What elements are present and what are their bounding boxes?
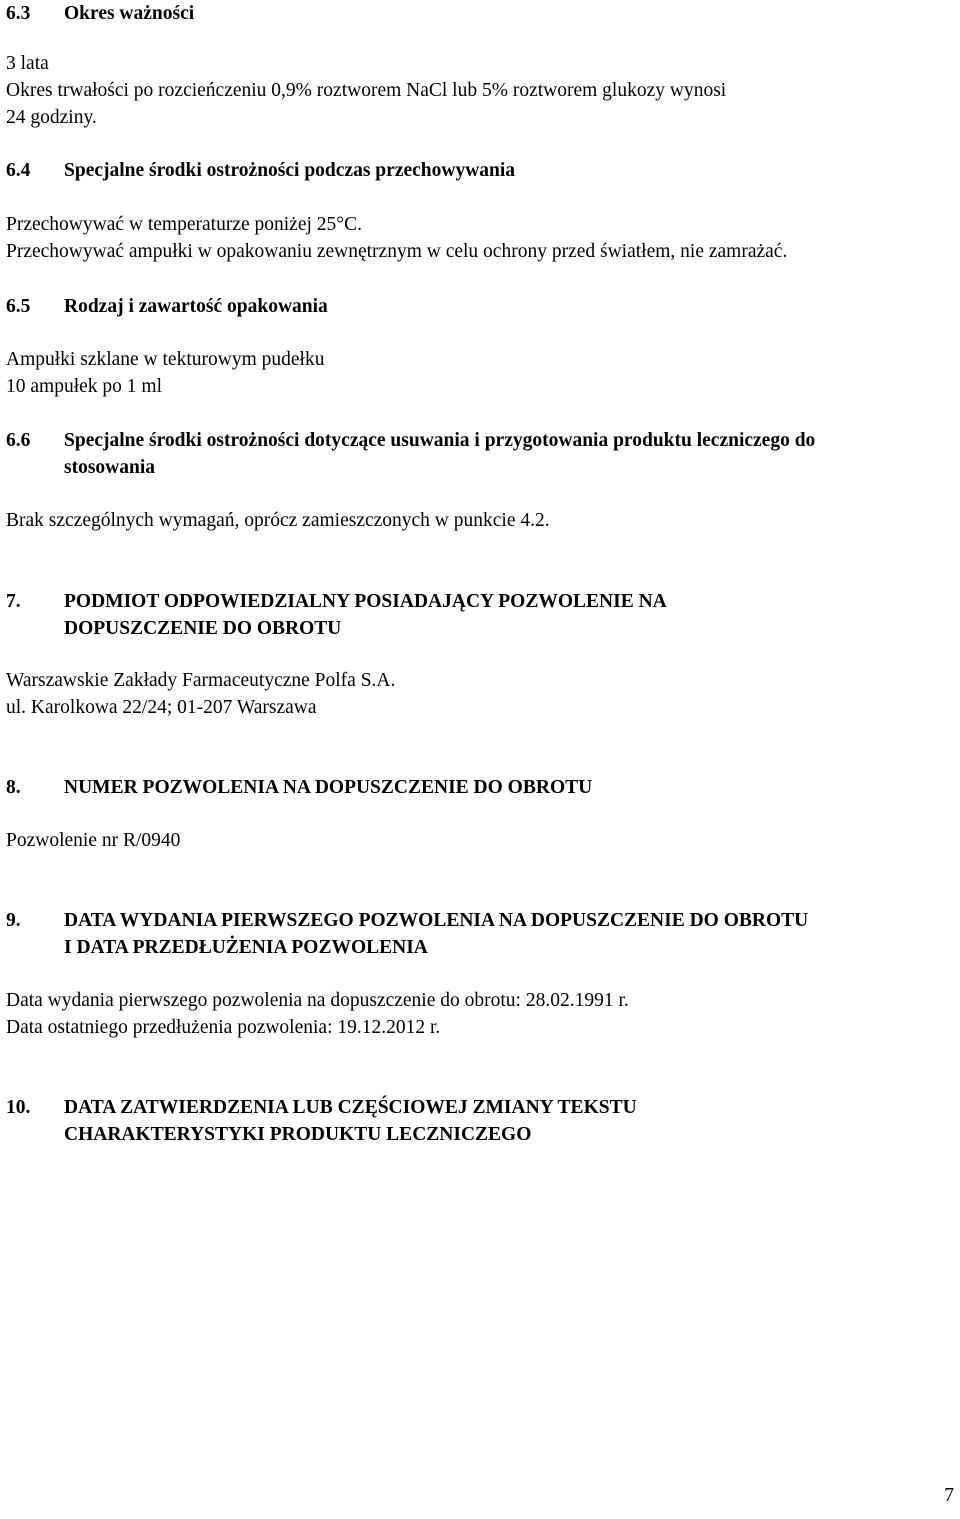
body-line: 24 godziny. <box>6 107 97 128</box>
section-title <box>64 1094 637 1148</box>
section-title <box>64 427 815 481</box>
section-9-body <box>6 987 629 1041</box>
body-line: Brak szczególnych wymagań, oprócz zamieszczonych w punkcie 4.2. <box>6 510 550 531</box>
page-number: 7 <box>944 1485 954 1506</box>
section-number: 10. <box>6 1097 31 1118</box>
body-line: Przechowywać ampułki w opakowaniu zewnętrznym w celu ochrony przed światłem, nie zamrażać. <box>6 241 788 262</box>
section-title-line: DATA WYDANIA PIERWSZEGO POZWOLENIA NA DOPUSZCZENIE DO OBROTU <box>64 910 809 931</box>
section-title-line: PODMIOT ODPOWIEDZIALNY POSIADAJĄCY POZWOLENIE NA <box>64 591 667 612</box>
section-8-heading <box>6 774 592 801</box>
body-line: ul. Karolkowa 22/24; 01-207 Warszawa <box>6 697 317 718</box>
section-10-heading <box>6 1094 637 1148</box>
section-7-body <box>6 667 395 721</box>
section-title-line: I DATA PRZEDŁUŻENIA POZWOLENIA <box>64 937 428 958</box>
section-title: Specjalne środki ostrożności podczas przechowywania <box>64 160 516 181</box>
body-line: Data ostatniego przedłużenia pozwolenia: 19.12.2012 r. <box>6 1017 441 1038</box>
body-line: Pozwolenie nr R/0940 <box>6 830 181 851</box>
body-line: 10 ampułek po 1 ml <box>6 376 162 397</box>
section-9-heading <box>6 907 808 961</box>
section-6-3-heading <box>6 0 194 27</box>
section-title-line: Specjalne środki ostrożności dotyczące usuwania i przygotowania produktu leczniczego do <box>64 430 816 451</box>
section-title: Okres ważności <box>64 3 195 24</box>
section-6-3-body <box>6 50 726 131</box>
section-title-line: DOPUSZCZENIE DO OBROTU <box>64 618 342 639</box>
section-number: 7. <box>6 591 21 612</box>
section-number: 9. <box>6 910 21 931</box>
section-title-line: stosowania <box>64 457 156 478</box>
section-7-heading <box>6 588 667 642</box>
body-line: 3 lata <box>6 53 49 74</box>
section-title: NUMER POZWOLENIA NA DOPUSZCZENIE DO OBROTU <box>64 777 593 798</box>
section-8-body <box>6 827 180 854</box>
section-number: 6.3 <box>6 3 31 24</box>
section-6-6-heading <box>6 427 815 481</box>
section-number: 6.6 <box>6 430 31 451</box>
section-6-6-body <box>6 507 550 534</box>
section-title <box>64 588 667 642</box>
section-6-5-heading <box>6 293 328 320</box>
section-title: Rodzaj i zawartość opakowania <box>64 296 328 317</box>
section-title-line: DATA ZATWIERDZENIA LUB CZĘŚCIOWEJ ZMIANY TEKSTU <box>64 1097 637 1118</box>
section-number: 6.4 <box>6 160 31 181</box>
section-6-4-body <box>6 211 787 265</box>
body-line: Warszawskie Zakłady Farmaceutyczne Polfa S.A. <box>6 670 396 691</box>
body-line: Przechowywać w temperaturze poniżej 25°C. <box>6 214 362 235</box>
section-6-5-body <box>6 346 324 400</box>
section-number: 8. <box>6 777 21 798</box>
section-title-line: CHARAKTERYSTYKI PRODUKTU LECZNICZEGO <box>64 1124 532 1145</box>
section-6-4-heading <box>6 157 515 184</box>
section-number: 6.5 <box>6 296 31 317</box>
body-line: Okres trwałości po rozcieńczeniu 0,9% roztworem NaCl lub 5% roztworem glukozy wynosi <box>6 80 727 101</box>
body-line: Data wydania pierwszego pozwolenia na dopuszczenie do obrotu: 28.02.1991 r. <box>6 990 629 1011</box>
body-line: Ampułki szklane w tekturowym pudełku <box>6 349 325 370</box>
section-title <box>64 907 808 961</box>
